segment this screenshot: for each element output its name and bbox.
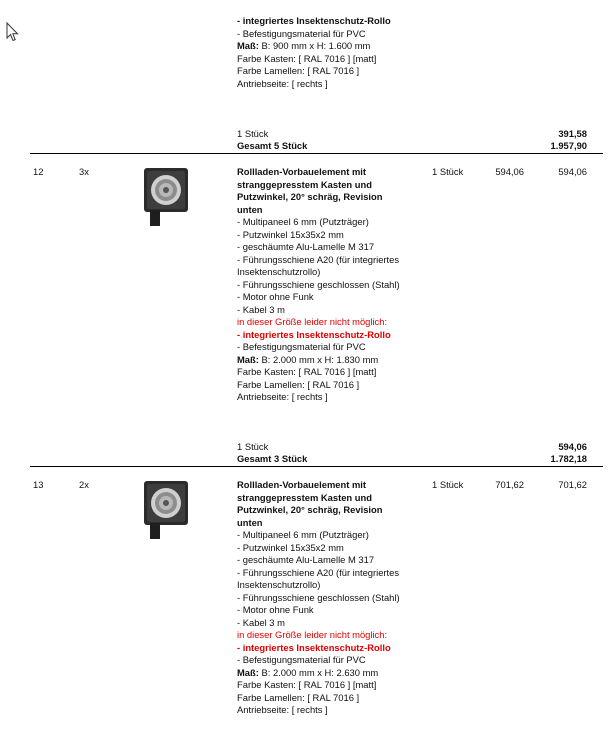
description-line: Antriebseite: [ rechts ] <box>237 77 328 89</box>
description-line: - Befestigungsmaterial für PVC <box>237 654 366 665</box>
item-description <box>237 479 400 717</box>
mass-value: B: 900 mm x H: 1.600 mm <box>258 40 371 51</box>
description-line: - Multipaneel 6 mm (Putzträger) <box>237 529 369 540</box>
description-line: Farbe Lamellen: [ RAL 7016 ] <box>237 691 360 703</box>
summary-unit-total: 594,06 <box>558 441 587 452</box>
warning-line: in dieser Größe leider nicht möglich: <box>237 316 388 327</box>
description-line: - Führungsschiene A20 (für integriertes <box>237 253 400 265</box>
description-line: Farbe Lamellen: [ RAL 7016 ] <box>237 65 360 76</box>
mass-value: B: 2.000 mm x H: 1.830 mm <box>258 353 379 365</box>
description-line: - Führungsschiene geschlossen (Stahl) <box>237 278 400 290</box>
item-description <box>237 166 400 404</box>
description-line: Farbe Kasten: [ RAL 7016 ] [matt] <box>237 679 377 690</box>
description-line: Farbe Lamellen: [ RAL 7016 ] <box>237 378 360 390</box>
description-line <box>237 354 400 367</box>
previous-item-description <box>237 15 391 90</box>
description-line: Putzwinkel, 20° schräg, Revision <box>237 191 383 202</box>
summary-total-value: 1.957,90 <box>550 140 587 151</box>
description-line: unten <box>237 203 263 215</box>
warning-line: in dieser Größe leider nicht möglich: <box>237 629 388 640</box>
summary-total-label: Gesamt 3 Stück <box>237 453 308 464</box>
description-line: - Führungsschiene geschlossen (Stahl) <box>237 591 400 603</box>
description-line: Rollladen-Vorbauelement mit <box>237 479 367 490</box>
item-count: 2x <box>79 479 89 490</box>
divider <box>30 466 603 467</box>
description-line: - Motor ohne Funk <box>237 291 314 302</box>
item-qty: 1 Stück <box>432 479 464 490</box>
description-line: - Führungsschiene A20 (für integriertes <box>237 566 400 578</box>
warning-line: - integriertes Insektenschutz-Rollo <box>237 641 391 653</box>
item-position: 13 <box>33 479 44 490</box>
item-qty: 1 Stück <box>432 166 464 177</box>
summary-total-value: 1.782,18 <box>550 453 587 464</box>
mouse-cursor-icon <box>6 22 20 42</box>
description-line: Antriebseite: [ rechts ] <box>237 391 328 402</box>
item-unit-price: 594,06 <box>495 166 524 177</box>
description-line: stranggepresstem Kasten und <box>237 491 372 503</box>
description-line: - geschäumte Alu-Lamelle M 317 <box>237 241 375 252</box>
item-count: 3x <box>79 166 89 177</box>
description-line: - Befestigungsmaterial für PVC <box>237 27 366 39</box>
mass-label: Maß: <box>237 666 259 678</box>
description-line: stranggepresstem Kasten und <box>237 178 372 190</box>
item-unit-price: 701,62 <box>495 479 524 490</box>
description-line: Insektenschutzrollo) <box>237 579 321 590</box>
summary-total-label: Gesamt 5 Stück <box>237 140 308 151</box>
mass-label: Maß: <box>237 353 259 365</box>
description-line: - Multipaneel 6 mm (Putzträger) <box>237 216 369 227</box>
mass-value: B: 2.000 mm x H: 2.630 mm <box>258 666 379 678</box>
description-line: Insektenschutzrollo) <box>237 266 321 277</box>
description-line: Farbe Kasten: [ RAL 7016 ] [matt] <box>237 52 377 64</box>
divider <box>30 153 603 154</box>
description-line: - integriertes Insektenschutz-Rollo <box>237 15 391 26</box>
description-line: - geschäumte Alu-Lamelle M 317 <box>237 554 375 565</box>
description-line: Rollladen-Vorbauelement mit <box>237 166 367 177</box>
description-line: - Kabel 3 m <box>237 303 285 315</box>
description-line: - Kabel 3 m <box>237 616 285 628</box>
description-line: - Befestigungsmaterial für PVC <box>237 341 366 352</box>
description-line: Putzwinkel, 20° schräg, Revision <box>237 504 383 515</box>
description-line <box>237 40 391 53</box>
description-line: - Putzwinkel 15x35x2 mm <box>237 228 344 240</box>
warning-line: - integriertes Insektenschutz-Rollo <box>237 328 391 340</box>
roller-shutter-product-image <box>144 168 188 226</box>
description-line: unten <box>237 516 263 528</box>
description-line: - Motor ohne Funk <box>237 604 314 615</box>
summary-qty-label: 1 Stück <box>237 128 269 139</box>
item-price: 701,62 <box>558 479 587 490</box>
item-price: 594,06 <box>558 166 587 177</box>
description-line: - Putzwinkel 15x35x2 mm <box>237 541 344 553</box>
summary-qty-label: 1 Stück <box>237 441 269 452</box>
roller-shutter-product-image <box>144 481 188 539</box>
item-position: 12 <box>33 166 44 177</box>
mass-label: Maß: <box>237 40 259 51</box>
description-line <box>237 667 400 680</box>
summary-unit-total: 391,58 <box>558 128 587 139</box>
description-line: Farbe Kasten: [ RAL 7016 ] [matt] <box>237 366 377 377</box>
description-line: Antriebseite: [ rechts ] <box>237 704 328 715</box>
